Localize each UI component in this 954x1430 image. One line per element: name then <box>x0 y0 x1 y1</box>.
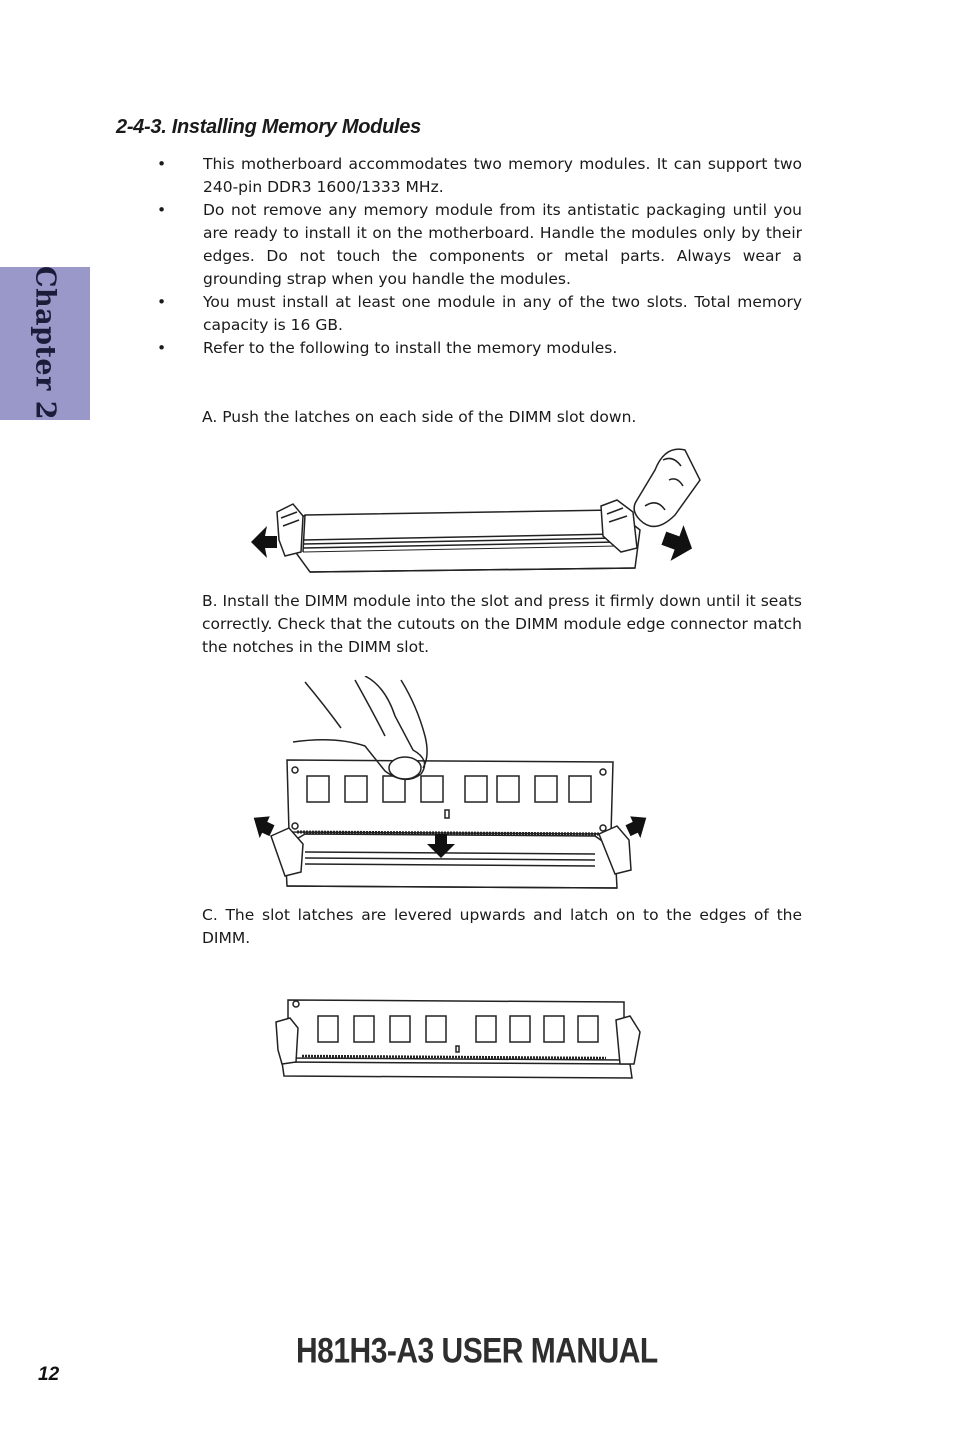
step-c <box>202 904 802 950</box>
dimm-seated-illustration <box>268 992 648 1084</box>
bullet-dot: • <box>157 155 167 173</box>
bullet-text: This motherboard accommodates two memory modules. It can support two 240-pin DDR3 1600/1333 MHz. <box>203 155 802 196</box>
step-c-text: The slot latches are levered upwards and latch on to the edges of the DIMM. <box>202 906 803 947</box>
bullet-text: Refer to the following to install the memory modules. <box>203 339 618 357</box>
step-c-letter: C. <box>202 906 218 924</box>
bullet-item <box>157 291 802 337</box>
bullet-dot: • <box>157 339 167 357</box>
bullet-item <box>157 199 802 291</box>
bullet-dot: • <box>157 293 167 311</box>
step-b-letter: B. <box>202 592 218 610</box>
chapter-tab <box>0 267 90 420</box>
step-a-letter: A. <box>202 408 218 426</box>
bullet-dot: • <box>157 201 167 219</box>
step-b <box>202 590 802 659</box>
step-a <box>202 406 802 429</box>
bullet-text: You must install at least one module in any of the two slots. Total memory capacity is 16 GB. <box>203 293 802 334</box>
manual-title: H81H3-A3 USER MANUAL <box>296 1332 658 1371</box>
dimm-insert-illustration <box>245 676 655 896</box>
bullet-item <box>157 153 802 199</box>
page-number: 12 <box>38 1364 60 1385</box>
section-title: 2-4-3. Installing Memory Modules <box>116 116 421 138</box>
chapter-tab-label: Chapter 2 <box>29 265 61 421</box>
step-b-text: Install the DIMM module into the slot and press it firmly down until it seats correctly. Check that the cutouts on the DIMM module edge connector match the notches in the DIMM slot. <box>202 592 802 656</box>
bullet-text: Do not remove any memory module from its antistatic packaging until you are ready to install it on the motherboard. Handle the modules only by their edges. Do not touch the components or metal parts. Always wear a grounding strap when you handle the modules. <box>203 201 802 288</box>
bullet-item <box>157 337 802 360</box>
step-a-text: Push the latches on each side of the DIMM slot down. <box>222 408 637 426</box>
dimm-slot-open-illustration <box>245 440 710 580</box>
bullet-list <box>157 153 802 360</box>
